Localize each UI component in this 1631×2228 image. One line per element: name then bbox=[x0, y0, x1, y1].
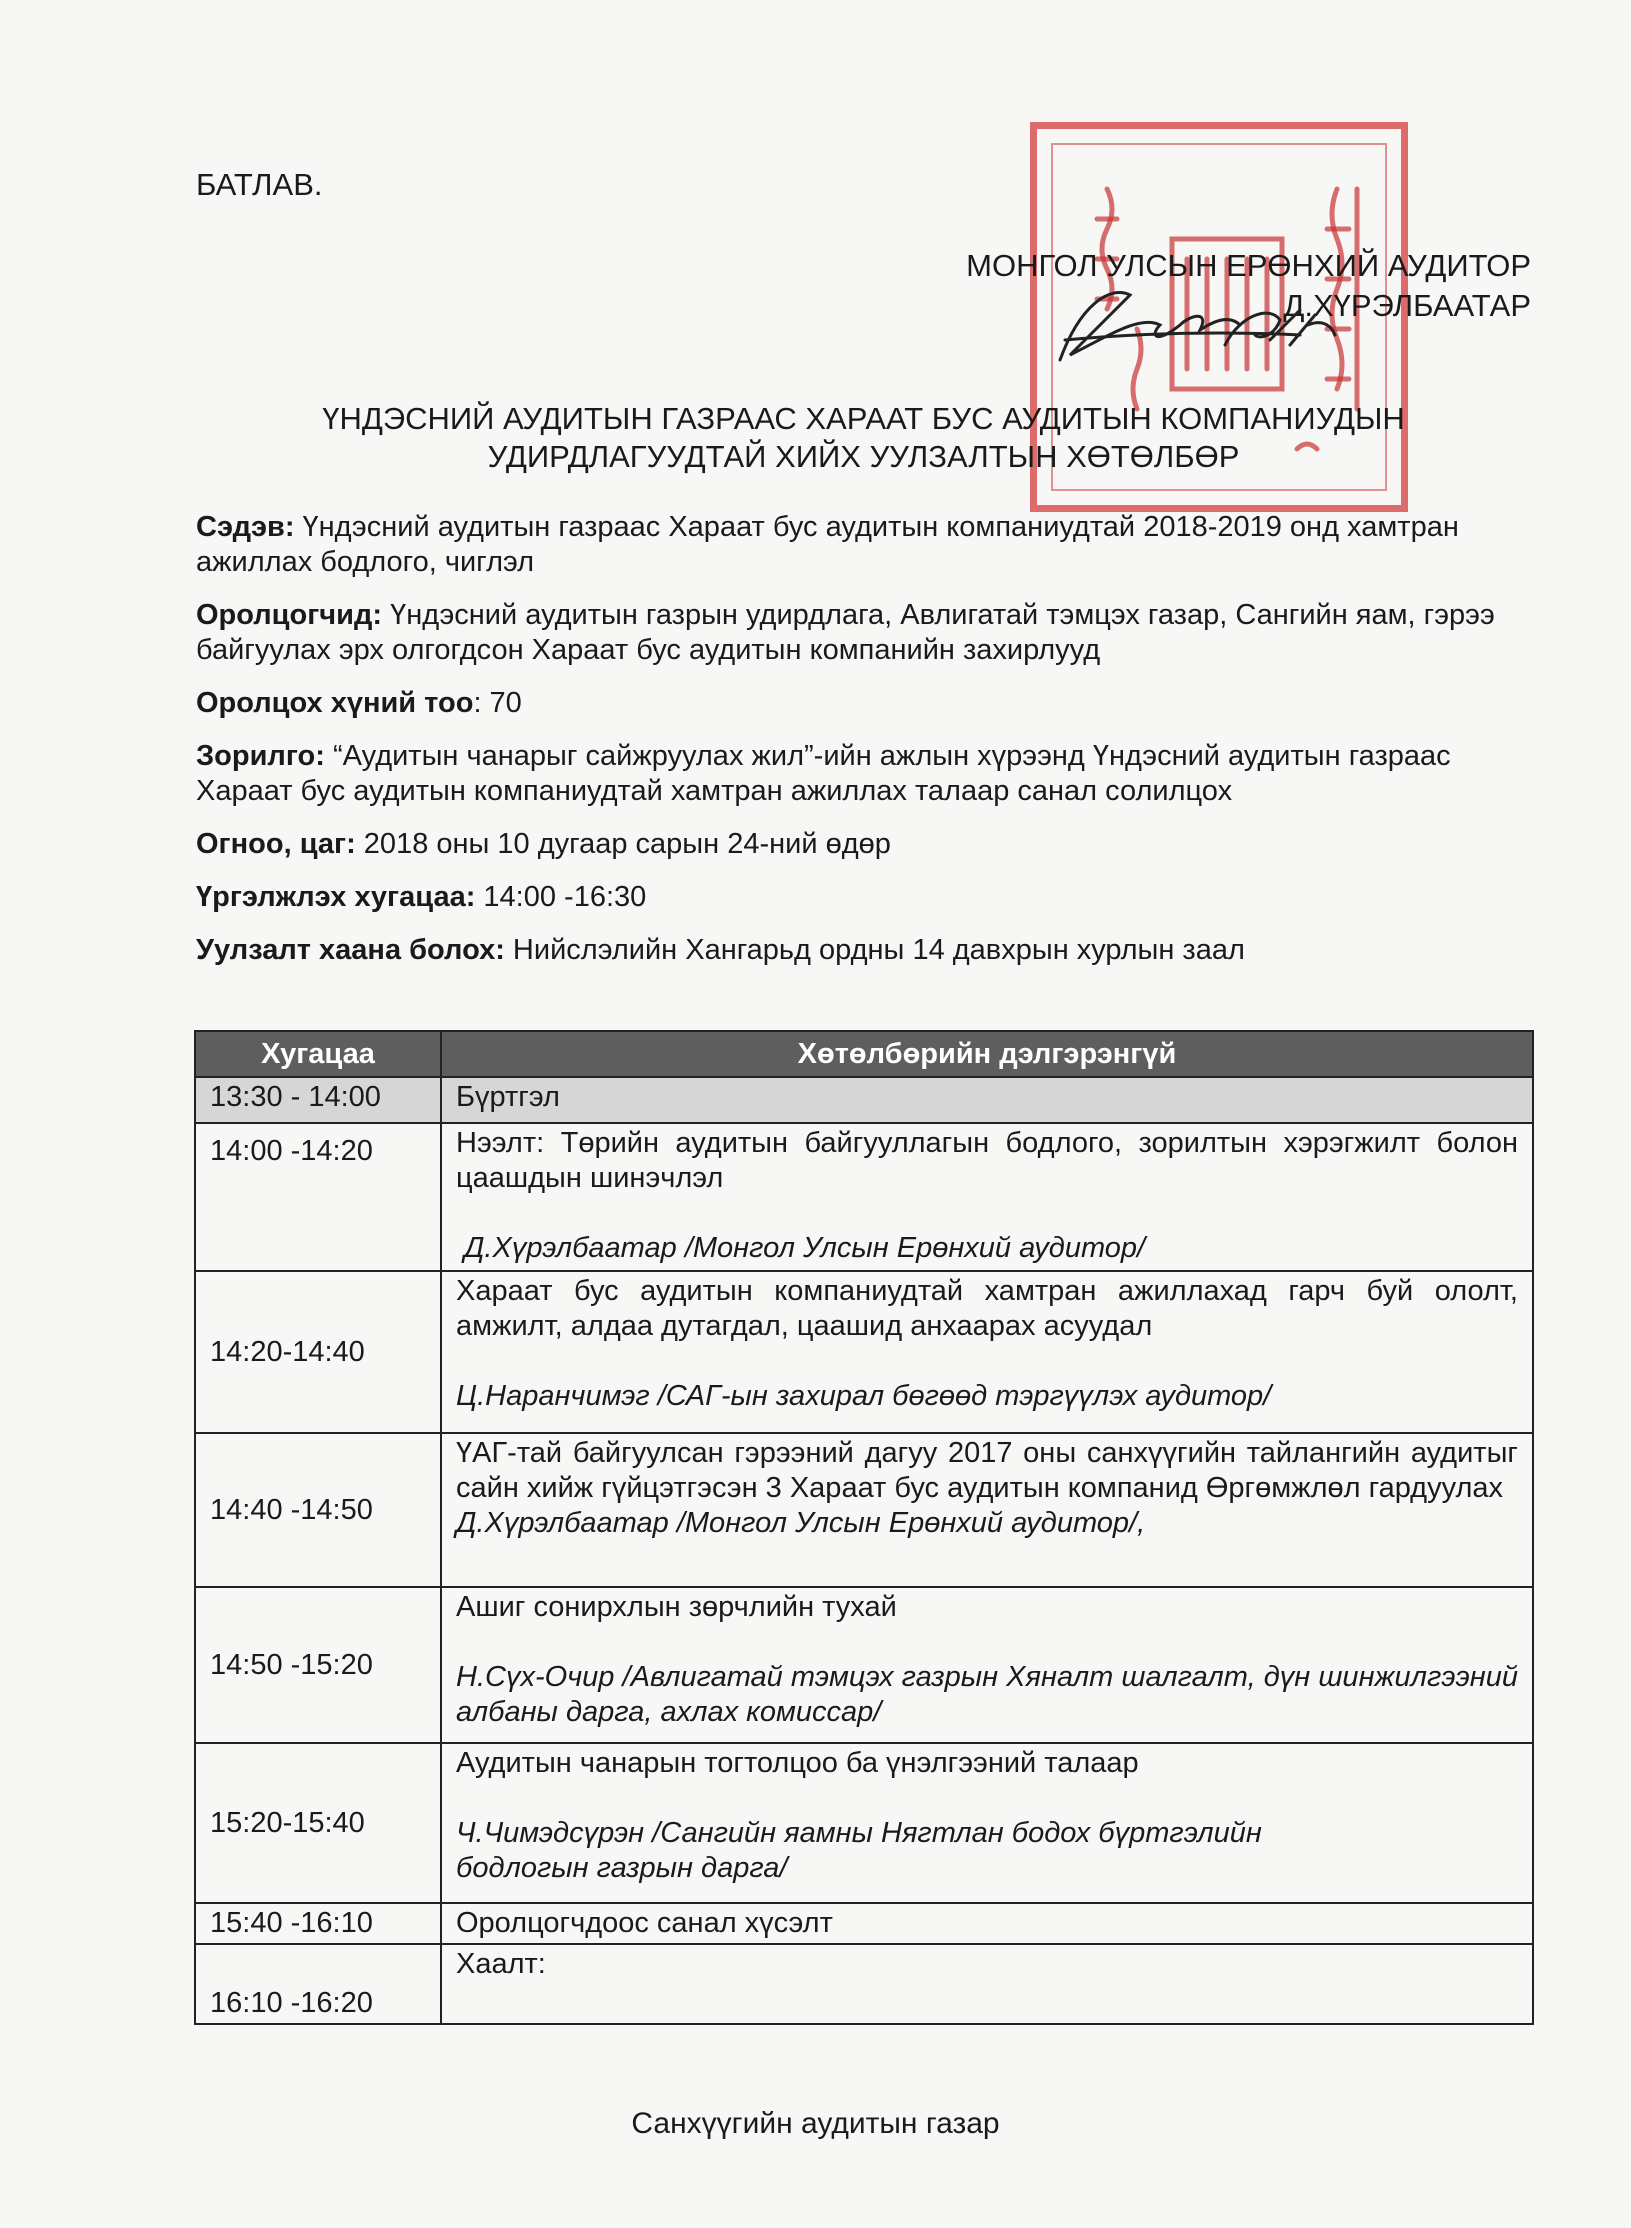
row-speaker: Н.Сүх-Очир /Авлигатай тэмцэх газрын Хяналт шалгалт, дүн шинжилгээний албаны дарга, ахлах комиссар/ bbox=[456, 1661, 1518, 1728]
schedule-table bbox=[194, 1030, 1534, 2025]
field-value: Үндэсний аудитын газраас Хараат бус аудитын компаниудтай 2018-2019 онд хамтран ажиллах бодлого, чиглэл bbox=[196, 511, 1459, 578]
row-time: 13:30 - 14:00 bbox=[195, 1077, 441, 1123]
table-row bbox=[195, 1903, 1533, 1944]
field-label: Үргэлжлэх хугацаа: bbox=[196, 881, 476, 913]
row-time: 14:20-14:40 bbox=[195, 1271, 441, 1433]
row-speaker: Д.Хүрэлбаатар /Монгол Улсын Ерөнхий аудитор/ bbox=[464, 1232, 1146, 1264]
field-date bbox=[196, 827, 1536, 862]
row-speaker: Ц.Наранчимэг /САГ-ын захирал бөгөөд тэргүүлэх аудитор/ bbox=[456, 1380, 1272, 1412]
row-description: Аудитын чанарын тогтолцоо ба үнэлгээний талаар bbox=[456, 1747, 1139, 1779]
table-row bbox=[195, 1433, 1533, 1587]
field-label: Уулзалт хаана болох: bbox=[196, 934, 505, 966]
row-time: 14:00 -14:20 bbox=[195, 1123, 441, 1271]
row-details bbox=[441, 1743, 1533, 1903]
table-header-row bbox=[195, 1031, 1533, 1077]
footer-department: Санхүүгийн аудитын газар bbox=[631, 2107, 1000, 2140]
row-description: Бүртгэл bbox=[441, 1077, 1533, 1123]
approver-title: МОНГОЛ УЛСЫН ЕРӨНХИЙ АУДИТОР bbox=[966, 248, 1531, 283]
document-title bbox=[196, 400, 1531, 476]
field-attendee-count bbox=[196, 686, 1536, 721]
field-value: Нийслэлийн Хангарьд ордны 14 давхрын хурлын заал bbox=[504, 934, 1245, 966]
title-line-1: ҮНДЭСНИЙ АУДИТЫН ГАЗРААС ХАРААТ БУС АУДИТЫН КОМПАНИУДЫН bbox=[322, 401, 1405, 436]
table-row bbox=[195, 1743, 1533, 1903]
row-time: 14:40 -14:50 bbox=[195, 1433, 441, 1587]
table-row bbox=[195, 1123, 1533, 1271]
field-value: 14:00 -16:30 bbox=[475, 881, 647, 913]
row-time: 15:40 -16:10 bbox=[195, 1903, 441, 1944]
column-header-time: Хугацаа bbox=[195, 1031, 441, 1077]
table-row bbox=[195, 1077, 1533, 1123]
field-label: Огноо, цаг: bbox=[196, 828, 356, 860]
signature-image bbox=[1040, 265, 1360, 375]
field-topic bbox=[196, 510, 1536, 580]
title-line-2: УДИРДЛАГУУДТАЙ ХИЙХ УУЛЗАЛТЫН ХӨТӨЛБӨР bbox=[487, 439, 1240, 474]
field-goal bbox=[196, 739, 1536, 809]
row-speaker: Ч.Чимэдсүрэн /Сангийн яамны Нягтлан бодох бүртгэлийн бодлогын газрын дарга/ bbox=[456, 1817, 1262, 1884]
field-label: Оролцох хүний тоо bbox=[196, 687, 474, 719]
row-description: Хараат бус аудитын компаниудтай хамтран ажиллахад гарч буй ололт, амжилт, алдаа дутагдал, цаашид анхаарах асуудал bbox=[456, 1275, 1518, 1342]
field-value: Үндэсний аудитын газрын удирдлага, Авлигатай тэмцэх газар, Сангийн яам, гэрээ байгуулах эрх олгогдсон Хараат бус аудитын компанийн захирлууд bbox=[196, 599, 1495, 666]
row-time: 14:50 -15:20 bbox=[195, 1587, 441, 1743]
field-location bbox=[196, 933, 1536, 968]
row-description: ҮАГ-тай байгуулсан гэрээний дагуу 2017 оны санхүүгийн тайлангийн аудитыг сайн хийж гүйцэтгэсэн 3 Хараат бус аудитын компанид Өргөмжлөл гардуулах bbox=[456, 1437, 1518, 1504]
field-label: Сэдэв: bbox=[196, 511, 295, 543]
field-participants bbox=[196, 598, 1536, 668]
column-header-details: Хөтөлбөрийн дэлгэрэнгүй bbox=[441, 1031, 1533, 1077]
field-value: 2018 оны 10 дугаар сарын 24-ний өдөр bbox=[355, 828, 891, 860]
row-details bbox=[441, 1123, 1533, 1271]
row-time: 15:20-15:40 bbox=[195, 1743, 441, 1903]
field-duration bbox=[196, 880, 1536, 915]
row-description: Нээлт: Төрийн аудитын байгууллагын бодлого, зорилтын хэрэгжилт болон цаашдын шинэчлэл bbox=[456, 1127, 1518, 1194]
row-description: Ашиг сонирхлын зөрчлийн тухай bbox=[456, 1591, 897, 1623]
table-row bbox=[195, 1271, 1533, 1433]
table-row bbox=[195, 1587, 1533, 1743]
field-label: Оролцогчид: bbox=[196, 599, 383, 631]
meeting-info bbox=[196, 510, 1536, 986]
row-details bbox=[441, 1271, 1533, 1433]
row-details bbox=[441, 1587, 1533, 1743]
approve-label: БАТЛАВ. bbox=[196, 167, 323, 202]
row-time: 16:10 -16:20 bbox=[195, 1944, 441, 2024]
row-speaker: Д.Хүрэлбаатар /Монгол Улсын Ерөнхий аудитор/, bbox=[456, 1507, 1146, 1539]
table-row bbox=[195, 1944, 1533, 2024]
field-value: “Аудитын чанарыг сайжруулах жил”-ийн ажлын хүрээнд Үндэсний аудитын газраас Хараат бус аудитын компаниудтай хамтран ажиллах талаар санал солилцох bbox=[196, 740, 1451, 807]
approver-name: Д.ХҮРЭЛБААТАР bbox=[1283, 288, 1531, 323]
field-label: Зорилго: bbox=[196, 740, 325, 772]
row-details bbox=[441, 1433, 1533, 1587]
row-description: Хаалт: bbox=[441, 1944, 1533, 2024]
field-value: : 70 bbox=[473, 687, 522, 719]
row-description: Оролцогчдоос санал хүсэлт bbox=[441, 1903, 1533, 1944]
